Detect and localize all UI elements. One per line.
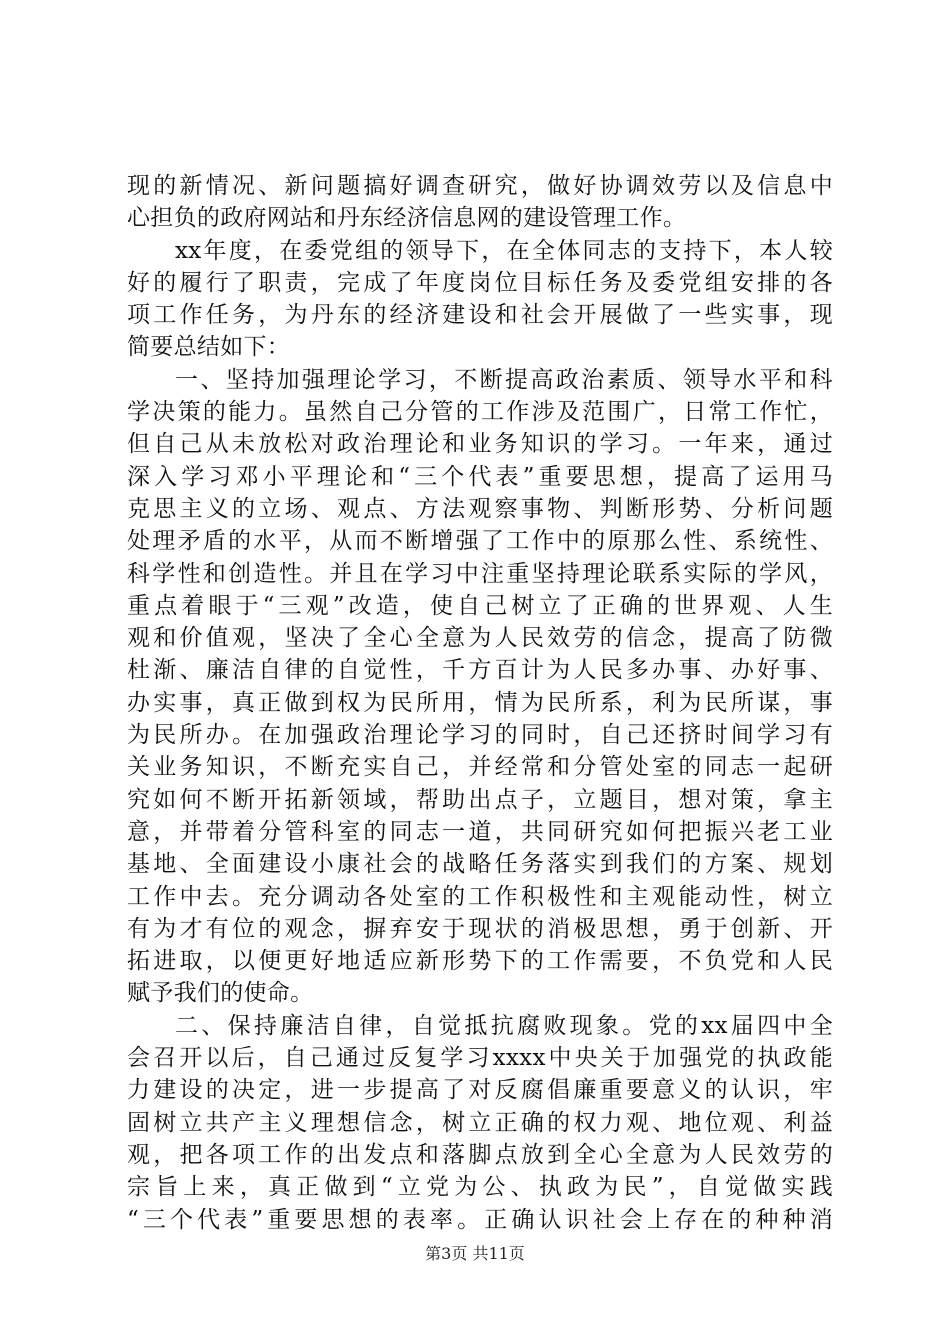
text-line: 关业务知识，不断充实自己，并经常和分管处室的同志一起研 bbox=[127, 754, 833, 781]
text-line: “三个代表”重要思想的表率。正确认识社会上存在的种种消 bbox=[127, 1206, 833, 1233]
text-line: 处理矛盾的水平，从而不断增强了工作中的原那么性、系统性、 bbox=[127, 528, 833, 555]
text-line: 现的新情况、新问题搞好调查研究，做好协调效劳以及信息中 bbox=[127, 173, 833, 199]
text-line: 重点着眼于“三观”改造，使自己树立了正确的世界观、人生 bbox=[127, 592, 833, 619]
text-line: 拓进取，以便更好地适应新形势下的工作需要，不负党和人民 bbox=[127, 948, 833, 975]
text-line: 杜渐、廉洁自律的自觉性，千方百计为人民多办事、办好事、 bbox=[127, 657, 833, 684]
text-line: xx年度，在委党组的领导下，在全体同志的支持下，本人较 bbox=[175, 237, 833, 264]
text-line: 究如何不断开拓新领域，帮助出点子，立题目，想对策，拿主 bbox=[127, 786, 833, 813]
text-line: 观，把各项工作的出发点和落脚点放到全心全意为人民效劳的 bbox=[127, 1141, 833, 1168]
text-line: 办实事，真正做到权为民所用，情为民所系，利为民所谋，事 bbox=[127, 689, 833, 716]
text-line: 工作中去。充分调动各处室的工作积极性和主观能动性，树立 bbox=[127, 883, 833, 910]
text-line: 好的履行了职责，完成了年度岗位目标任务及委党组安排的各 bbox=[127, 269, 833, 296]
page-footer: 第3页 共11页 bbox=[425, 1244, 525, 1263]
text-line: 观和价值观，坚决了全心全意为人民效劳的信念，提高了防微 bbox=[127, 625, 833, 652]
document-body bbox=[127, 170, 833, 1236]
text-line: 克思主义的立场、观点、方法观察事物、判断形势、分析问题 bbox=[127, 495, 833, 522]
text-line: 宗旨上来，真正做到“立党为公、执政为民”，自觉做实践 bbox=[127, 1174, 833, 1201]
text-line: 二、保持廉洁自律，自觉抵抗腐败现象。党的xx届四中全 bbox=[175, 1012, 833, 1039]
text-line: 有为才有位的观念，摒弃安于现状的消极思想，勇于创新、开 bbox=[127, 915, 833, 942]
text-line: 一、坚持加强理论学习，不断提高政治素质、领导水平和科 bbox=[175, 366, 833, 393]
text-line: 意，并带着分管科室的同志一道，共同研究如何把振兴老工业 bbox=[127, 818, 833, 845]
text-line: 固树立共产主义理想信念，树立正确的权力观、地位观、利益 bbox=[127, 1109, 833, 1136]
text-line: 基地、全面建设小康社会的战略任务落实到我们的方案、规划 bbox=[127, 851, 833, 878]
text-line: 项工作任务，为丹东的经济建设和社会开展做了一些实事，现 bbox=[127, 302, 833, 329]
text-line: 会召开以后，自己通过反复学习xxxx中央关于加强党的执政能 bbox=[127, 1045, 833, 1072]
text-line: 心担负的政府网站和丹东经济信息网的建设管理工作。 bbox=[127, 205, 687, 232]
text-line: 简要总结如下： bbox=[127, 334, 291, 361]
text-line: 深入学习邓小平理论和“三个代表”重要思想，提高了运用马 bbox=[127, 463, 833, 490]
text-line: 学决策的能力。虽然自己分管的工作涉及范围广，日常工作忙， bbox=[127, 399, 833, 426]
text-line: 力建设的决定，进一步提高了对反腐倡廉重要意义的认识，牢 bbox=[127, 1077, 833, 1104]
text-line: 赋予我们的使命。 bbox=[127, 980, 314, 1007]
text-line: 但自己从未放松对政治理论和业务知识的学习。一年来，通过 bbox=[127, 431, 833, 458]
text-line: 科学性和创造性。并且在学习中注重坚持理论联系实际的学风， bbox=[127, 560, 833, 587]
text-line: 为民所办。在加强政治理论学习的同时，自己还挤时间学习有 bbox=[127, 722, 833, 749]
